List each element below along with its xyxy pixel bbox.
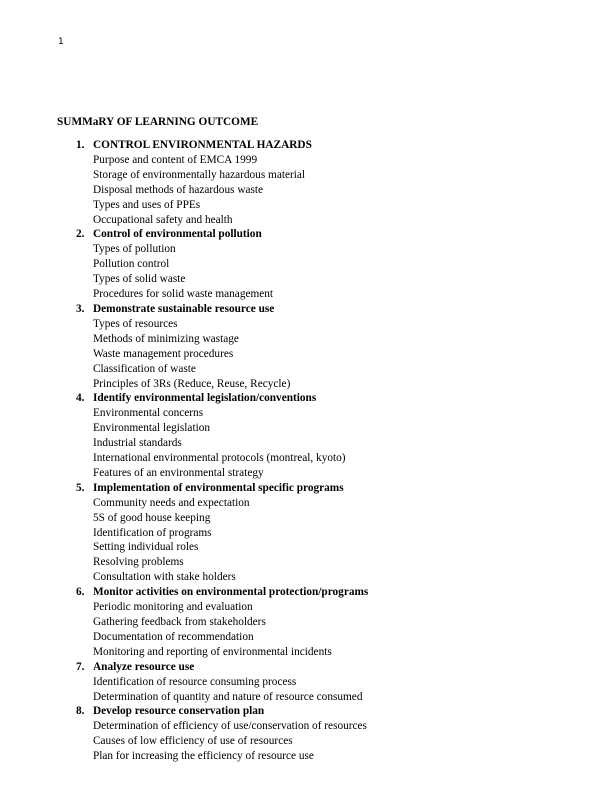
- outcome-topic: Procedures for solid waste management: [93, 288, 274, 301]
- outcome-topic: Setting individual roles: [93, 541, 199, 554]
- outcome-topic: Resolving problems: [93, 556, 184, 569]
- outcome-topic: Disposal methods of hazardous waste: [93, 183, 264, 196]
- learning-outcome-6: [57, 585, 597, 660]
- outcome-topic: Occupational safety and health: [93, 213, 233, 226]
- outcome-heading-text: Identify environmental legislation/conventions: [93, 392, 317, 405]
- outcome-heading: [57, 138, 597, 153]
- outcome-number: 4.: [76, 392, 85, 405]
- outcome-heading-text: CONTROL ENVIRONMENTAL HAZARDS: [93, 139, 312, 151]
- outcome-topic: Documentation of recommendation: [93, 630, 254, 643]
- outcome-topic: 5S of good house keeping: [93, 511, 211, 524]
- learning-outcome-1: [57, 138, 597, 227]
- outcome-number: 8.: [76, 705, 85, 718]
- outcome-topic: Waste management procedures: [93, 347, 234, 360]
- outcome-heading-text: Demonstrate sustainable resource use: [93, 302, 275, 315]
- outcome-topic: Classification of waste: [93, 362, 196, 375]
- outcome-topic: Storage of environmentally hazardous material: [93, 168, 306, 181]
- outcome-heading: [57, 704, 597, 719]
- outcome-topic: Industrial standards: [93, 437, 182, 450]
- outcome-topic: Determination of quantity and nature of resource consumed: [93, 690, 363, 703]
- outcome-heading: [57, 481, 597, 496]
- outcome-topic: Causes of low efficiency of use of resources: [93, 735, 293, 748]
- outcome-topic: International environmental protocols (montreal, kyoto): [93, 452, 346, 465]
- outcome-heading-text: Implementation of environmental specific programs: [93, 481, 344, 494]
- outcome-heading-text: Control of environmental pollution: [93, 228, 262, 241]
- learning-outcome-list: [57, 138, 597, 764]
- outcome-topic: Gathering feedback from stakeholders: [93, 616, 266, 628]
- outcome-number: 7.: [76, 660, 85, 673]
- learning-outcome-8: [57, 704, 597, 764]
- learning-outcome-7: [57, 660, 597, 705]
- outcome-topic: Types and uses of PPEs: [93, 198, 201, 211]
- outcome-number: 3.: [76, 302, 85, 315]
- outcome-topic: Consultation with stake holders: [93, 571, 236, 584]
- outcome-heading-text: Analyze resource use: [93, 660, 195, 673]
- outcome-topic: Determination of efficiency of use/conservation of resources: [93, 720, 367, 733]
- outcome-topic: Types of solid waste: [93, 273, 186, 286]
- learning-outcome-5: [57, 481, 597, 585]
- outcome-topic: Features of an environmental strategy: [93, 466, 264, 479]
- outcome-topic: Identification of resource consuming process: [93, 675, 297, 688]
- page-number: 1: [58, 37, 64, 47]
- outcome-number: 1.: [76, 139, 85, 151]
- outcome-topic: Monitoring and reporting of environmental incidents: [93, 645, 332, 658]
- outcome-heading: [57, 391, 597, 406]
- outcome-heading-text: Develop resource conservation plan: [93, 705, 265, 718]
- outcome-topic: Community needs and expectation: [93, 496, 250, 509]
- outcome-heading: [57, 302, 597, 317]
- outcome-number: 6.: [76, 586, 85, 599]
- outcome-heading: [57, 227, 597, 242]
- outcome-topic: Periodic monitoring and evaluation: [93, 601, 253, 614]
- outcome-heading-text: Monitor activities on environmental protection/programs: [93, 586, 369, 599]
- outcome-number: 2.: [76, 228, 85, 241]
- outcome-topic: Environmental concerns: [93, 407, 204, 420]
- outcome-number: 5.: [76, 481, 85, 494]
- outcome-heading: [57, 585, 597, 600]
- page-title: SUMMaRY OF LEARNING OUTCOME: [57, 116, 259, 128]
- outcome-topic: Plan for increasing the efficiency of resource use: [93, 750, 314, 763]
- outcome-topic: Pollution control: [93, 258, 170, 271]
- outcome-topic: Environmental legislation: [93, 422, 211, 435]
- learning-outcome-3: [57, 302, 597, 391]
- learning-outcome-2: [57, 227, 597, 302]
- outcome-topic: Methods of minimizing wastage: [93, 332, 239, 345]
- outcome-topic: Types of pollution: [93, 243, 176, 256]
- outcome-topic: Identification of programs: [93, 526, 212, 539]
- outcome-topic: Purpose and content of EMCA 1999: [93, 153, 258, 166]
- outcome-topic: Types of resources: [93, 317, 178, 330]
- outcome-topic: Principles of 3Rs (Reduce, Reuse, Recycle): [93, 377, 291, 390]
- outcome-heading: [57, 660, 597, 675]
- learning-outcome-4: [57, 391, 597, 480]
